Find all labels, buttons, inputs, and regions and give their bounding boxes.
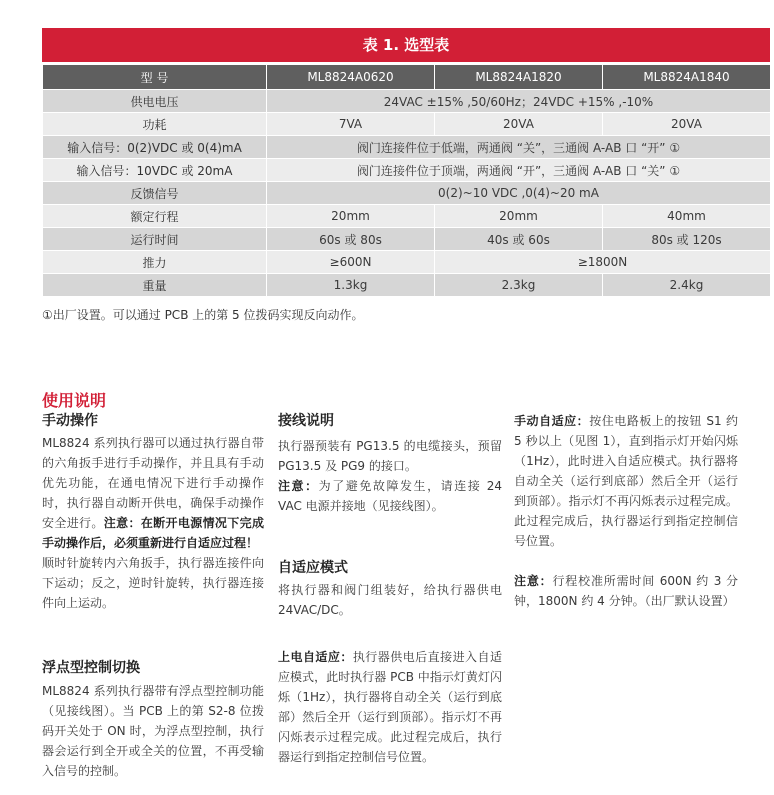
table-cell: 60s 或 80s <box>267 228 435 251</box>
row-label: 供电电压 <box>43 90 267 113</box>
calibration-note-body: 行程校准所需时间 600N 约 3 分钟，1800N 约 4 分钟。（出厂默认设置） <box>514 574 738 608</box>
row-label: 额定行程 <box>43 205 267 228</box>
manual-operation-body: ML8824 系列执行器可以通过执行器自带的六角扳手进行手动操作，并且具有手动优先功能，在通电情况下进行手动操作时，执行器自动断开供电，确保手动操作安全进行。 <box>42 436 264 530</box>
table-cell: 40s 或 60s <box>435 228 603 251</box>
floating-control-text: ML8824 系列执行器带有浮点型控制功能（见接线图）。当 PCB 上的第 S2-8 位拨码开关处于 ON 时，为浮点型控制，执行器会运行到全开或全关的位置，不再受输入信号的控制。 <box>42 684 264 778</box>
table-row <box>43 113 771 136</box>
table-cell: 80s 或 120s <box>603 228 771 251</box>
table-cell: 20VA <box>603 113 771 136</box>
table-cell: 24VAC ±15% ,50/60Hz；24VDC +15% ,-10% <box>267 90 771 113</box>
table-cell: 7VA <box>267 113 435 136</box>
table-row <box>43 274 771 297</box>
manual-operation-body2: 顺时针旋转内六角扳手，执行器连接件向下运动；反之，逆时针旋转，执行器连接件向上运动。 <box>42 556 264 610</box>
table-row <box>43 136 771 159</box>
adaptive-mode-text: 将执行器和阀门组装好，给执行器供电 24VAC/DC。 <box>278 583 502 617</box>
table-cell: 1.3kg <box>267 274 435 297</box>
row-label: 输入信号：0(2)VDC 或 0(4)mA <box>43 136 267 159</box>
adaptive-mode-heading: 自适应模式 <box>278 560 348 576</box>
manual-operation-heading: 手动操作 <box>42 413 98 429</box>
table-cell: 20VA <box>435 113 603 136</box>
table-footnote: ①出厂设置。可以通过 PCB 上的第 5 位拨码实现反向动作。 <box>42 308 364 322</box>
row-label: 推力 <box>43 251 267 274</box>
table-cell: 2.3kg <box>435 274 603 297</box>
manual-operation-text <box>42 433 264 613</box>
power-on-adaptive-body: 执行器供电后直接进入自适应模式，此时执行器 PCB 中指示灯黄灯闪烁（1Hz），执行器将自动全关（运行到底部）然后全开（运行到顶部）。指示灯不再闪烁表示过程完成。此过程完成后，执行器运行到指定控制信号位置。 <box>278 650 502 764</box>
header-cell: ML8824A1840 <box>603 65 771 90</box>
table-cell: 20mm <box>267 205 435 228</box>
wiring-text <box>278 436 502 516</box>
floating-control-heading: 浮点型控制切换 <box>42 660 140 676</box>
row-label: 运行时间 <box>43 228 267 251</box>
row-label: 重量 <box>43 274 267 297</box>
table-row <box>43 205 771 228</box>
table-cell: 20mm <box>435 205 603 228</box>
manual-adaptive-label: 手动自适应： <box>514 414 590 428</box>
table-row <box>43 251 771 274</box>
table-cell: ≥1800N <box>435 251 771 274</box>
table-cell: 阀门连接件位于低端，两通阀 “关”，三通阀 A-AB 口 “开” ① <box>267 136 771 159</box>
table-row <box>43 228 771 251</box>
manual-adaptive-body: 按住电路板上的按钮 S1 约 5 秒以上（见图 1），直到指示灯开始闪烁（1Hz），此时进入自适应模式。执行器将自动全关（运行到底部）然后全开（运行到顶部）。指示灯不再闪烁表示过程完成。此过程完成后，执行器运行到指定控制信号位置。 <box>514 414 738 548</box>
wiring-heading: 接线说明 <box>278 413 334 429</box>
row-label: 功耗 <box>43 113 267 136</box>
wiring-note: 为了避免故障发生，请连接 24 VAC 电源并接地（见接线图）。 <box>278 479 502 513</box>
row-label: 输入信号：10VDC 或 20mA <box>43 159 267 182</box>
table-cell: 0(2)~10 VDC ,0(4)~20 mA <box>267 182 771 205</box>
header-cell: 型 号 <box>43 65 267 90</box>
spec-table <box>42 64 771 297</box>
table-row <box>43 159 771 182</box>
calibration-note-text <box>514 571 738 611</box>
table-title: 表 1. 选型表 <box>42 28 770 62</box>
manual-operation-note: 注意：在断开电源情况下完成手动操作后，必须重新进行自适应过程！ <box>42 516 264 550</box>
header-cell: ML8824A0620 <box>267 65 435 90</box>
manual-adaptive-text <box>514 411 738 551</box>
section-title: 使用说明 <box>42 391 107 410</box>
header-cell: ML8824A1820 <box>435 65 603 90</box>
table-cell: 2.4kg <box>603 274 771 297</box>
calibration-note-label: 注意： <box>514 574 553 588</box>
table-cell: 40mm <box>603 205 771 228</box>
power-on-adaptive-label: 上电自适应： <box>278 650 353 664</box>
table-cell: ≥600N <box>267 251 435 274</box>
table-cell: 阀门连接件位于顶端，两通阀 “开”，三通阀 A-AB 口 “关” ① <box>267 159 771 182</box>
table-row <box>43 182 771 205</box>
wiring-body: 执行器预装有 PG13.5 的电缆接头，预留 PG13.5 及 PG9 的接口。 <box>278 439 502 473</box>
table-row <box>43 90 771 113</box>
table-header-row <box>43 65 771 90</box>
power-on-adaptive-text <box>278 647 502 767</box>
row-label: 反馈信号 <box>43 182 267 205</box>
wiring-note-label: 注意： <box>278 479 319 493</box>
